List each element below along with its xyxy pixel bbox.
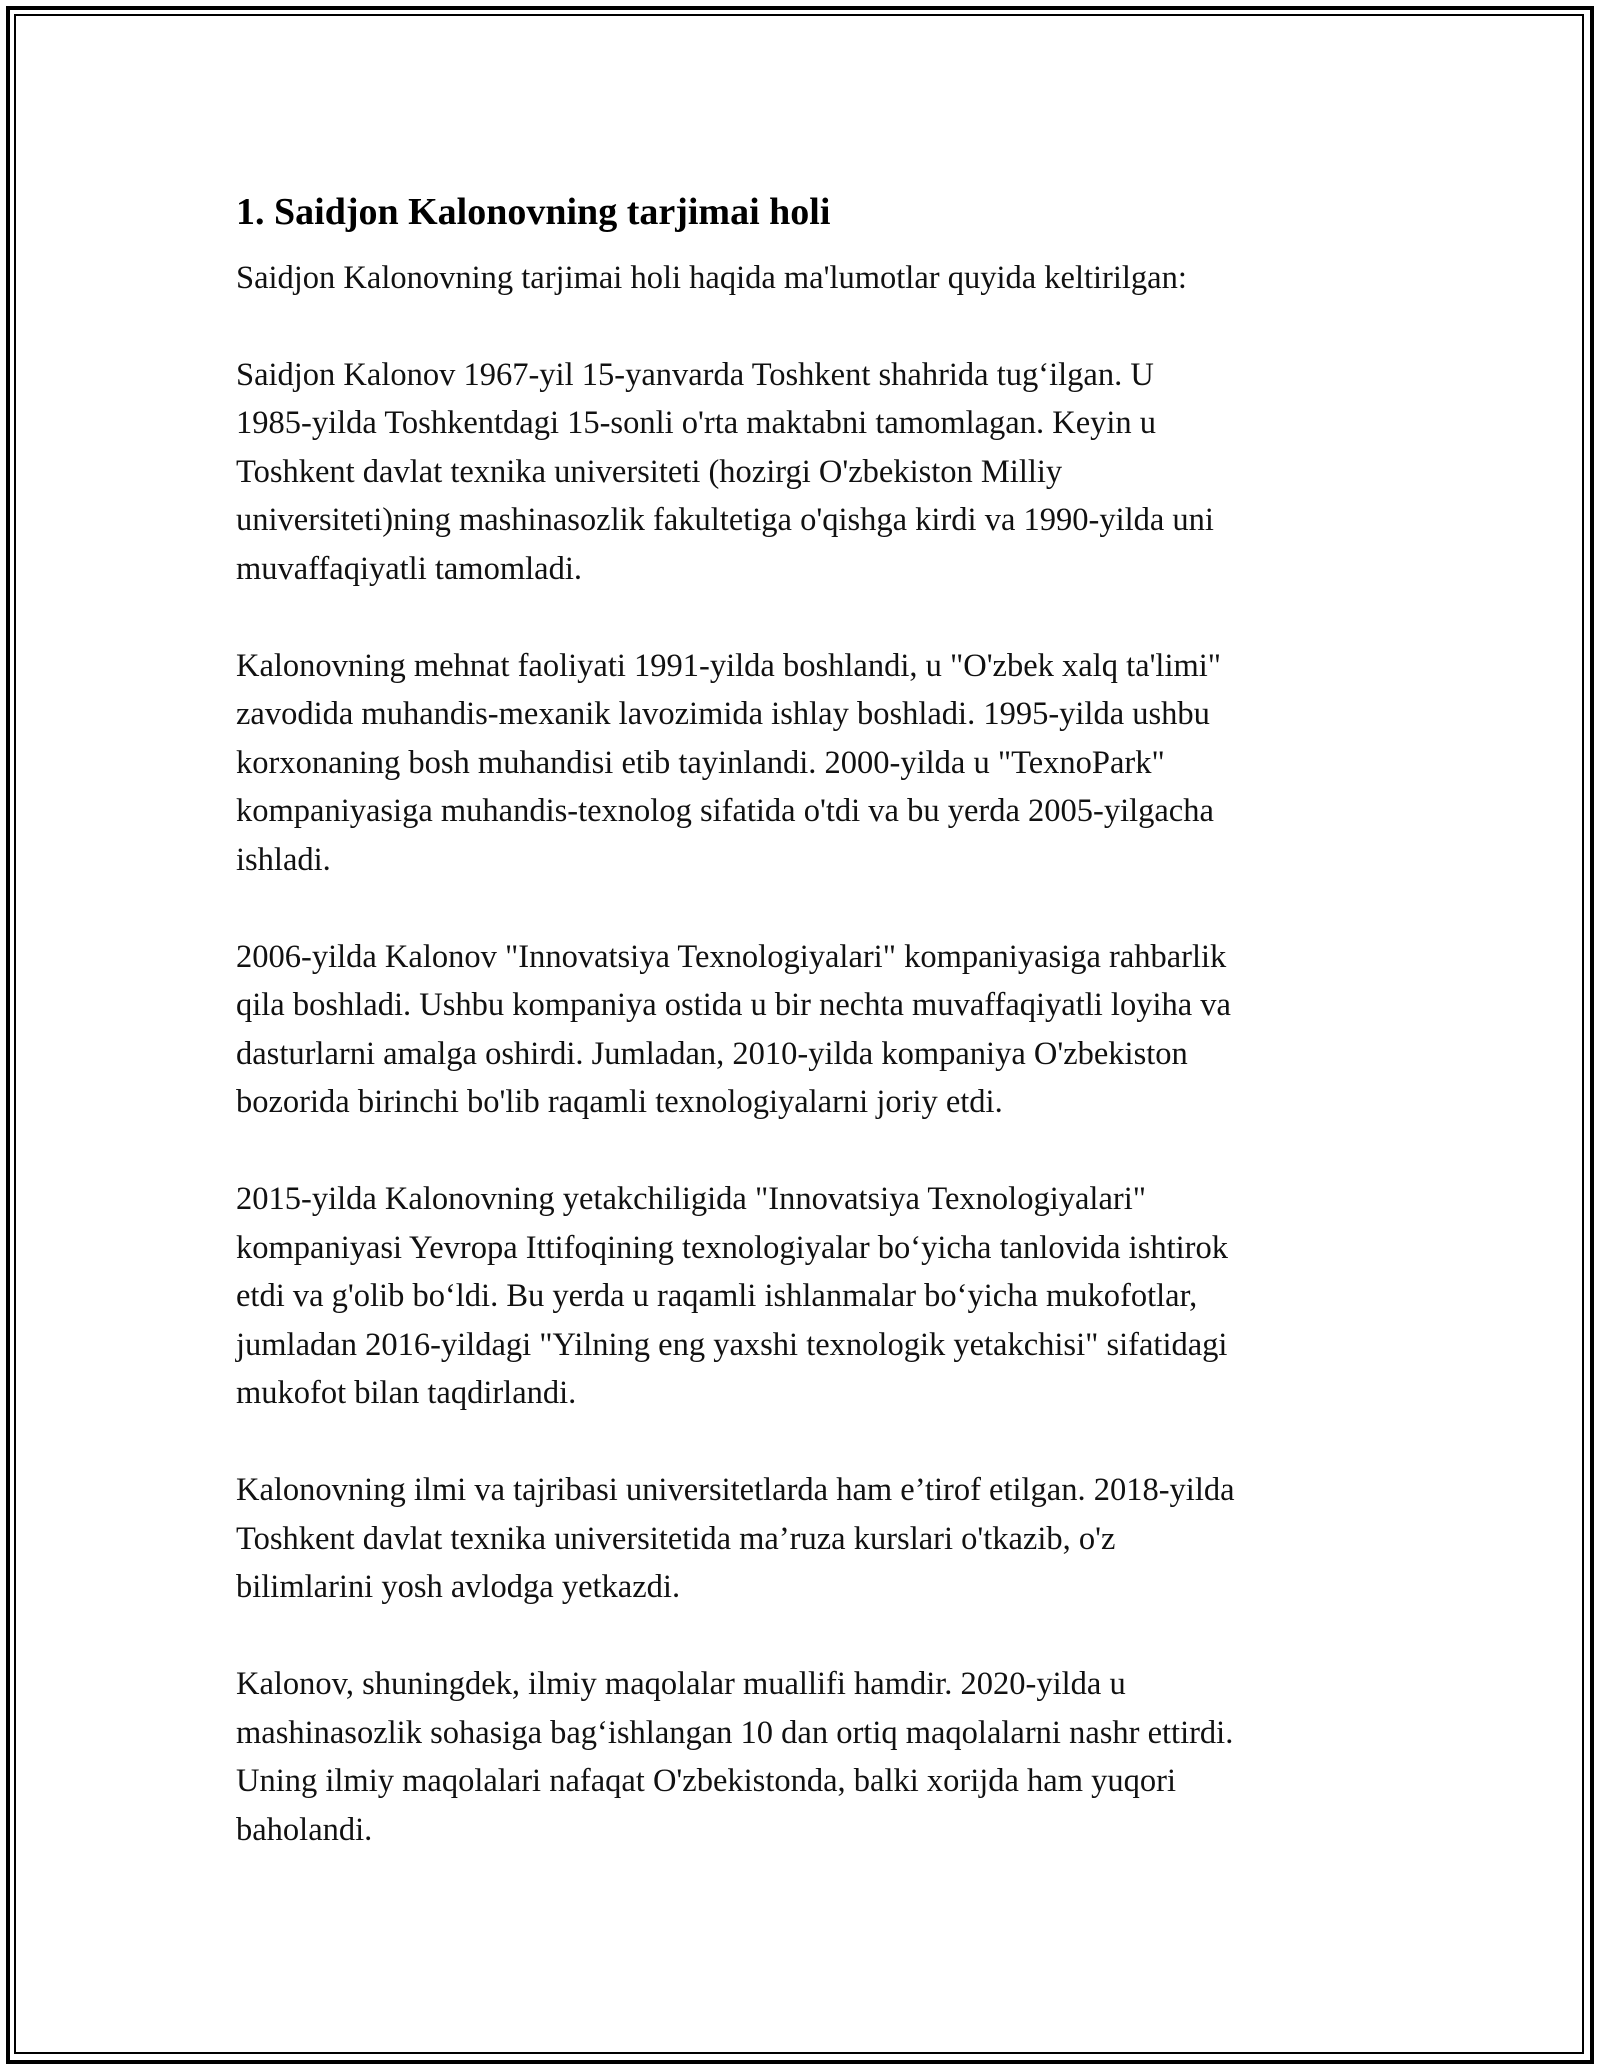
intro-paragraph: Saidjon Kalonovning tarjimai holi haqida ma'lumotlar quyida keltirilgan: (236, 260, 1187, 296)
paragraph-early-career: Kalonovning mehnat faoliyati 1991-yilda boshlandi, u "O'zbek xalq ta'limi" zavodida muhandis-mexanik lavozimida ishlay boshladi. 1995-yilda ushbu korxonaning bosh muhandisi etib tayinlandi. 2000-yilda u "TexnoPark" kompaniyasiga muhandis-texnolog sifatida o'tdi va bu yerda 2005-yilgacha ishladi. (236, 647, 1222, 878)
document-title: 1. Saidjon Kalonovning tarjimai holi (236, 191, 831, 233)
paragraph-teaching: Kalonovning ilmi va tajribasi universitetlarda ham e’tirof etilgan. 2018-yilda Toshkent davlat texnika universitetida ma’ruza kurslari o'tkazib, o'z bilimlarini yosh avlodga yetkazdi. (236, 1472, 1235, 1605)
document-body (236, 186, 1376, 1903)
paragraph-birth-education: Saidjon Kalonov 1967-yil 15-yanvarda Toshkent shahrida tug‘ilgan. U 1985-yilda Toshkentdagi 15-sonli o'rta maktabni tamomlagan. Keyin u Toshkent davlat texnika universiteti (hozirgi O'zbekiston Milliy universiteti)ning mashinasozlik fakultetiga o'qishga kirdi va 1990-yilda uni muvaffaqiyatli tamomladi. (236, 356, 1214, 587)
paragraph-publications: Kalonov, shuningdek, ilmiy maqolalar muallifi hamdir. 2020-yilda u mashinasozlik sohasiga bag‘ishlangan 10 dan ortiq maqolalarni nashr ettirdi. Uning ilmiy maqolalari nafaqat O'zbekistonda, balki xorijda ham yuqori baholandi. (236, 1666, 1234, 1848)
paragraph-awards: 2015-yilda Kalonovning yetakchiligida "Innovatsiya Texnologiyalari" kompaniyasi Yevropa Ittifoqining texnologiyalar bo‘yicha tanlovida ishtirok etdi va g'olib bo‘ldi. Bu yerda u raqamli ishlanmalar bo‘yicha mukofotlar, jumladan 2016-yildagi "Yilning eng yaxshi texnologik yetakchisi" sifatidagi mukofot bilan taqdirlandi. (236, 1181, 1228, 1411)
paragraph-leadership: 2006-yilda Kalonov "Innovatsiya Texnologiyalari" kompaniyasiga rahbarlik qila boshladi. Ushbu kompaniya ostida u bir nechta muvaffaqiyatli loyiha va dasturlarni amalga oshirdi. Jumladan, 2010-yilda kompaniya O'zbekiston bozorida birinchi bo'lib raqamli texnologiyalarni joriy etdi. (236, 938, 1231, 1120)
